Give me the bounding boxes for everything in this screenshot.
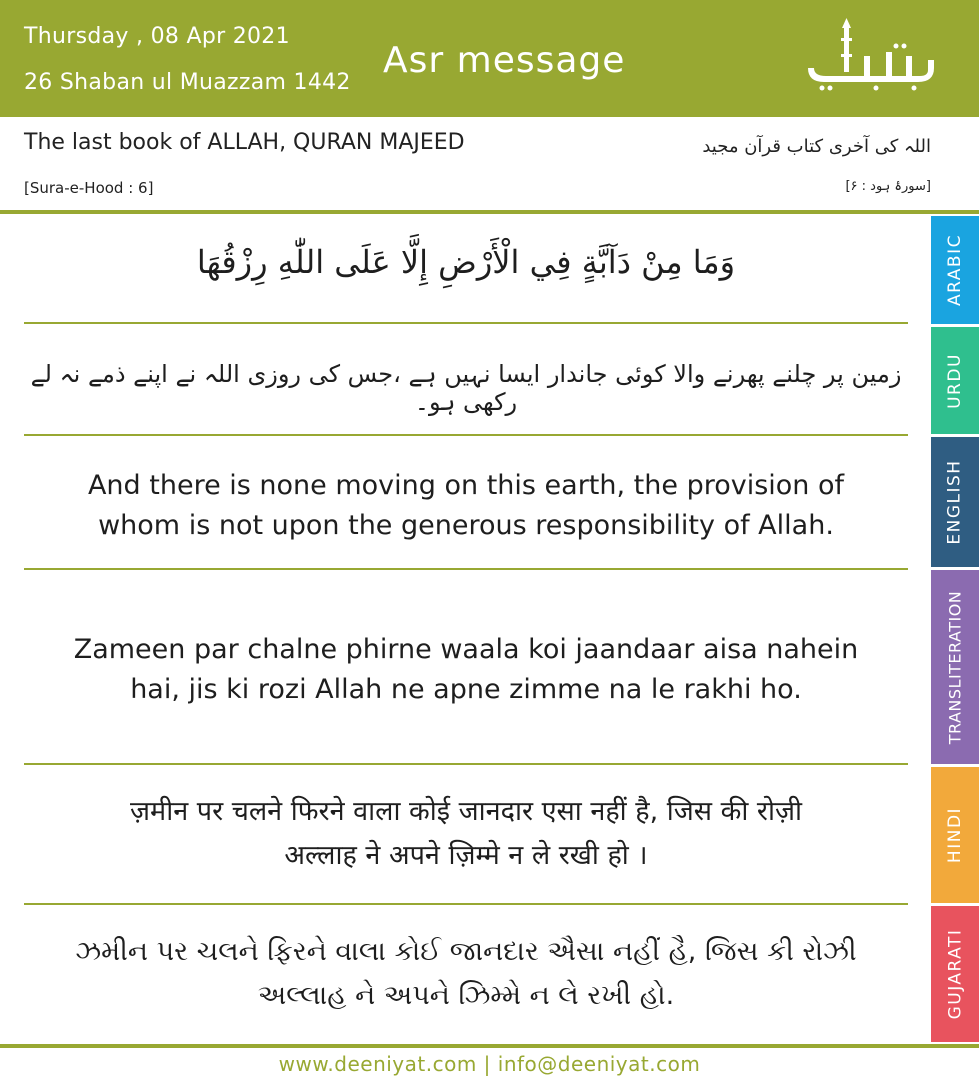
section-divider-top — [0, 210, 979, 214]
source-band — [0, 117, 979, 214]
divider-urdu — [24, 434, 908, 436]
tab-label-english: ENGLISH — [945, 459, 966, 545]
deeniyat-logo — [800, 16, 942, 96]
verse-urdu: زمین پر چلنے پھرنے والا کوئی جاندار ایسا نہیں ہے ،جس کی روزی اللہ نے اپنے ذمے نہ لے رکھی ہو۔ — [30, 360, 902, 416]
tab-arabic — [931, 216, 979, 324]
divider-english — [24, 568, 908, 570]
message-title: Asr message — [383, 40, 626, 81]
footer-divider — [0, 1044, 979, 1048]
translit-line-2: hai, jis ki rozi Allah ne apne zimme na le rakhi ho. — [130, 674, 802, 705]
tab-transliteration — [931, 570, 979, 764]
tab-label-transliteration: TRANSLITERATION — [945, 590, 965, 744]
hijri-date: 26 Shaban ul Muazzam 1442 — [24, 70, 351, 95]
hindi-line-2: अल्लाह ने अपने ज़िम्मे न ले रखी हो । — [284, 840, 648, 871]
tab-label-gujarati: GUJARATI — [945, 928, 966, 1020]
translit-line-1: Zameen par chalne phirne waala koi jaandaar aisa nahein — [73, 634, 859, 665]
tab-label-hindi: HINDI — [945, 806, 965, 864]
verse-arabic: وَمَا مِنْ دَآبَّةٍ فِي الْأَرْضِ إِلَّا عَلَى اللّٰهِ رِزْقُهَا — [196, 243, 736, 281]
tab-english — [931, 437, 979, 567]
verse-english — [24, 466, 908, 546]
tab-label-arabic: ARABIC — [945, 234, 965, 306]
english-line-2: whom is not upon the generous responsibility of Allah. — [98, 510, 834, 541]
divider-hindi — [24, 903, 908, 905]
divider-arabic — [24, 322, 908, 324]
gujarati-line-1: ઝમીન પર ચલને ફિરને વાલા કોઈ જાનદાર ઐસા નહીં હૈ, જિસ કી રોઝી — [75, 936, 857, 967]
header-bar — [0, 0, 979, 117]
english-line-1: And there is none moving on this earth, the provision of — [87, 470, 845, 501]
source-title-urdu: اللہ کی آخری کتاب قرآن مجید — [702, 136, 931, 157]
gujarati-line-2: અલ્લાહ ને અપને ઝિમ્મે ન લે રખી હો. — [257, 980, 675, 1011]
tab-label-urdu: URDU — [945, 352, 966, 409]
gregorian-date: Thursday , 08 Apr 2021 — [24, 24, 290, 49]
tab-urdu — [931, 327, 979, 434]
tab-gujarati — [931, 906, 979, 1042]
verse-hindi — [24, 790, 908, 878]
hindi-line-1: ज़मीन पर चलने फिरने वाला कोई जानदार एसा नहीं है, जिस की रोज़ी — [130, 796, 802, 827]
footer-contact[interactable]: www.deeniyat.com | info@deeniyat.com — [278, 1052, 701, 1076]
verse-transliteration — [24, 630, 908, 710]
source-reference-english: [Sura-e-Hood : 6] — [24, 179, 154, 197]
verse-gujarati — [24, 930, 908, 1018]
divider-transliteration — [24, 763, 908, 765]
source-title-english: The last book of ALLAH, QURAN MAJEED — [24, 130, 465, 155]
source-reference-urdu: [سورۂ ہود : ۶] — [845, 179, 931, 194]
tab-hindi — [931, 767, 979, 903]
